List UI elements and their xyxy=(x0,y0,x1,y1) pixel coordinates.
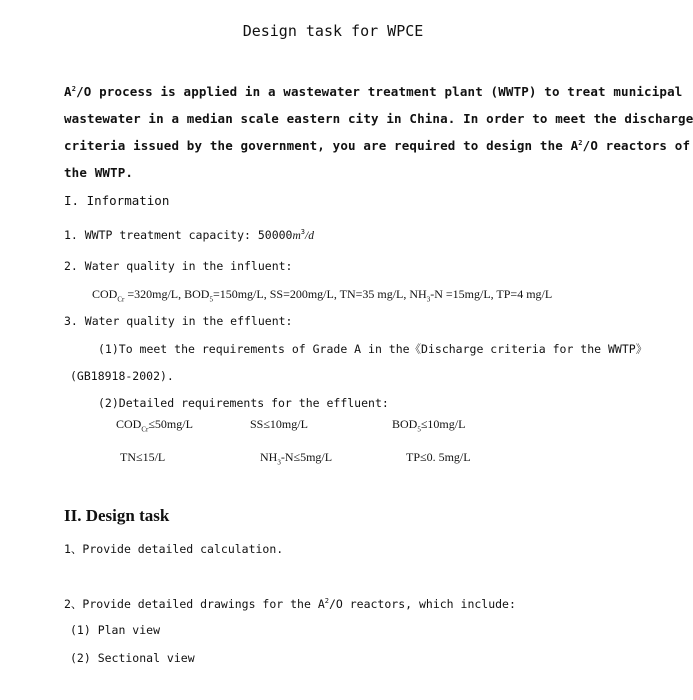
influent-rest: -N =15mg/L, TP=4 mg/L xyxy=(430,287,553,301)
effluent-ss: SS≤10mg/L xyxy=(250,417,308,431)
capacity-unit: m xyxy=(292,230,301,242)
effluent-cod xyxy=(116,417,193,433)
intro-line-3 xyxy=(64,138,690,153)
influent-bod-value: =150mg/L, SS=200mg/L, TN=35 mg/L, NH xyxy=(212,287,427,301)
intro-line-1 xyxy=(64,84,682,99)
section-1-heading: I. Information xyxy=(64,193,170,208)
info-item-2: 2. Water quality in the influent: xyxy=(64,259,293,273)
effluent-cod-value: ≤50mg/L xyxy=(148,417,193,431)
intro-line-4: the WWTP. xyxy=(64,165,134,180)
task-2-post: /O reactors, which include: xyxy=(328,597,516,611)
effluent-bod xyxy=(392,417,465,433)
capacity-unit-post: /d xyxy=(305,230,314,242)
effluent-tp: TP≤0. 5mg/L xyxy=(406,450,471,464)
info-item-3: 3. Water quality in the effluent: xyxy=(64,314,293,328)
info-item-1 xyxy=(64,228,314,242)
requirement-1-line-1: (1)To meet the requirements of Grade A in the《Discharge criteria for the WWTP》 xyxy=(98,342,648,356)
view-2: (2) Sectional view xyxy=(70,651,195,665)
intro-a-sup: 2 xyxy=(71,84,77,93)
effluent-cod-sub: Cr xyxy=(141,425,149,434)
influent-nh-sub: 3 xyxy=(426,295,431,304)
influent-cod-sub: Cr xyxy=(117,295,125,304)
view-1: (1) Plan view xyxy=(70,623,161,637)
effluent-nh-name: NH xyxy=(260,450,278,464)
task-1: 1、Provide detailed calculation. xyxy=(64,542,284,556)
page-title: Design task for WPCE xyxy=(242,22,424,40)
effluent-tn: TN≤15/L xyxy=(120,450,166,464)
influent-bod: BOD xyxy=(184,287,210,301)
task-2-sup: 2 xyxy=(324,597,329,606)
effluent-nh-value: -N≤5mg/L xyxy=(280,450,333,464)
influent-values xyxy=(92,287,552,303)
effluent-cod-name: COD xyxy=(116,417,142,431)
intro-line-3-pre: criteria issued by the government, you are required to design the A xyxy=(64,138,579,153)
influent-cod: COD xyxy=(92,287,118,301)
intro-line-3-post: /O reactors of xyxy=(582,138,691,153)
capacity-label: 1. WWTP treatment capacity: 50000 xyxy=(64,228,293,242)
effluent-nh xyxy=(260,450,332,466)
effluent-bod-value: ≤10mg/L xyxy=(420,417,466,431)
effluent-bod-name: BOD xyxy=(392,417,418,431)
influent-bod-sub: 5 xyxy=(209,295,213,304)
requirement-1-line-2: (GB18918-2002). xyxy=(70,369,174,383)
influent-cod-value: =320mg/L, xyxy=(124,287,185,301)
intro-line-2: wastewater in a median scale eastern city in China. In order to meet the discharge xyxy=(64,111,693,126)
intro-line-1-text: /O process is applied in a wastewater treatment plant (WWTP) to treat municipal xyxy=(76,84,683,99)
task-2 xyxy=(64,596,516,612)
capacity-unit-sup: 3 xyxy=(300,228,306,237)
effluent-nh-sub: 3 xyxy=(277,458,281,467)
intro-a-prefix: A xyxy=(64,84,72,99)
task-2-pre: 2、Provide detailed drawings for the A xyxy=(64,597,325,611)
requirement-2-label: (2)Detailed requirements for the effluent: xyxy=(98,396,389,410)
intro-line-3-sup: 2 xyxy=(578,138,583,147)
section-2-heading: II. Design task xyxy=(64,506,170,525)
effluent-bod-sub: 5 xyxy=(417,425,421,434)
